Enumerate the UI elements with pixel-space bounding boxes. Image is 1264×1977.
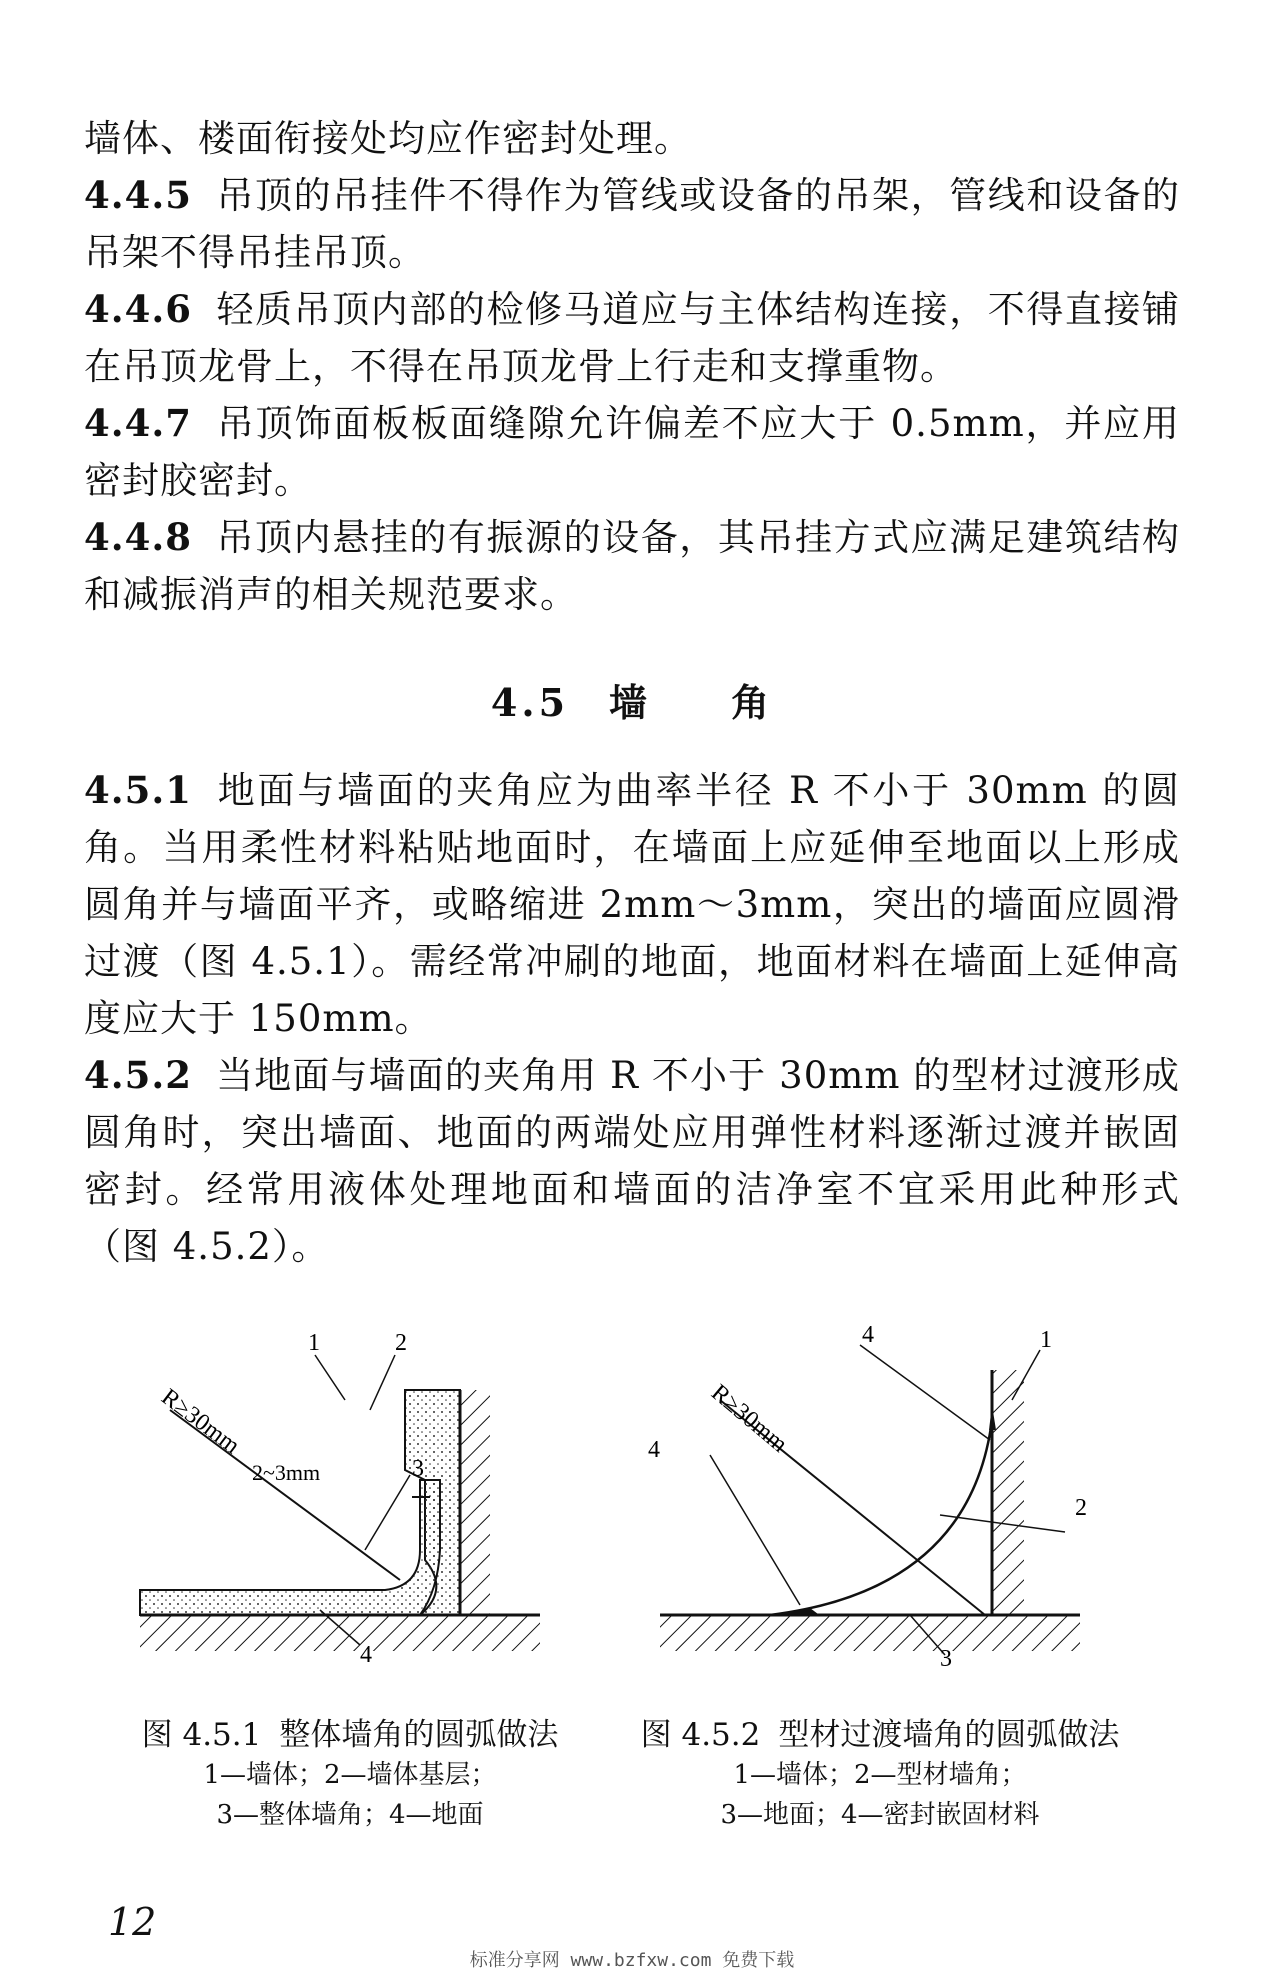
callout-4b: 4 xyxy=(862,1322,874,1348)
clause-4-4-5 xyxy=(84,167,1180,281)
callout-2: 2 xyxy=(1075,1495,1087,1521)
clause-number: 4.4.7 xyxy=(84,401,192,445)
caption-number: 图 4.5.1 xyxy=(141,1717,262,1753)
clause-text: 吊顶内悬挂的有振源的设备，其吊挂方式应满足建筑结构和减振消声的相关规范要求。 xyxy=(84,516,1180,616)
callout-4: 4 xyxy=(360,1642,372,1668)
caption-title xyxy=(100,1715,600,1755)
section-title-a: 墙 xyxy=(609,680,652,725)
clause-number: 4.5.1 xyxy=(84,768,192,812)
paragraph-continuation xyxy=(84,110,1180,167)
clause-4-4-8 xyxy=(84,509,1180,623)
callout-leader xyxy=(370,1355,395,1410)
callout-leader xyxy=(710,1455,800,1605)
legend-line: 3—地面；4—密封嵌固材料 xyxy=(720,1800,1040,1830)
clause-number: 4.4.8 xyxy=(84,515,192,559)
clause-4-5-2 xyxy=(84,1047,1180,1275)
figure-4-5-2 xyxy=(640,1290,1120,1690)
callout-4a: 4 xyxy=(648,1437,660,1463)
wall-hatch xyxy=(992,1370,1024,1615)
clause-number: 4.5.2 xyxy=(84,1053,192,1097)
caption-number: 图 4.5.2 xyxy=(640,1717,761,1753)
legend-line: 1—墙体；2—型材墙角； xyxy=(733,1760,1027,1790)
sealant-bottom xyxy=(770,1608,818,1615)
clause-text: 当地面与墙面的夹角用 R 不小于 30mm 的型材过渡形成圆角时，突出墙面、地面的两端处应用弹性材料逐渐过渡并嵌固密封。经常用液体处理地面和墙面的洁净室不宜采用此种形式（图 4.5.2）。 xyxy=(84,1054,1180,1268)
wall-hatch xyxy=(460,1390,490,1615)
section-title-b: 角 xyxy=(731,680,774,725)
caption-title xyxy=(600,1715,1160,1755)
radius-label: R≥30mm xyxy=(706,1379,793,1458)
clause-text: 地面与墙面的夹角应为曲率半径 R 不小于 30mm 的圆角。当用柔性材料粘贴地面时，在墙面上应延伸至地面以上形成圆角并与墙面平齐，或略缩进 2mm～3mm，突出的墙面应圆滑过渡（图 4.5.1）。需经常冲刷的地面，地面材料在墙面上延伸高度应大于 150mm。 xyxy=(84,769,1180,1040)
ground-hatch xyxy=(660,1615,1080,1651)
radius-label: R≥30mm xyxy=(156,1384,245,1460)
caption-4-5-1 xyxy=(100,1715,600,1835)
callout-leader xyxy=(860,1345,990,1440)
footer-watermark: 标准分享网 www.bzfxw.com 免费下载 xyxy=(469,1950,795,1971)
gap-label: 2~3mm xyxy=(252,1460,321,1485)
clause-number: 4.4.6 xyxy=(84,287,192,331)
clause-4-4-6 xyxy=(84,281,1180,395)
callout-3: 3 xyxy=(412,1456,424,1482)
caption-text: 型材过渡墙角的圆弧做法 xyxy=(778,1717,1120,1753)
page-number: 12 xyxy=(108,1900,157,1944)
paragraph-text: 墙体、楼面衔接处均应作密封处理。 xyxy=(84,117,692,160)
legend-line: 1—墙体；2—墙体基层； xyxy=(203,1760,497,1790)
clause-text: 吊顶饰面板板面缝隙允许偏差不应大于 0.5mm，并应用密封胶密封。 xyxy=(84,402,1180,502)
clause-text: 轻质吊顶内部的检修马道应与主体结构连接，不得直接铺在吊顶龙骨上，不得在吊顶龙骨上行走和支撑重物。 xyxy=(84,288,1180,388)
callout-leader xyxy=(365,1475,410,1550)
callout-2: 2 xyxy=(395,1330,407,1356)
legend-line: 3—整体墙角；4—地面 xyxy=(216,1800,484,1830)
callout-1: 1 xyxy=(308,1330,320,1356)
callout-3: 3 xyxy=(940,1646,952,1672)
clause-4-5-1 xyxy=(84,762,1180,1047)
ground-hatch xyxy=(140,1615,540,1651)
figure-4-5-1 xyxy=(120,1290,600,1690)
callout-1: 1 xyxy=(1040,1327,1052,1353)
caption-text: 整体墙角的圆弧做法 xyxy=(279,1717,559,1753)
callout-leader xyxy=(315,1355,345,1400)
clause-4-4-7 xyxy=(84,395,1180,509)
section-number: 4.5 xyxy=(490,680,570,725)
clause-number: 4.4.5 xyxy=(84,173,192,217)
section-title xyxy=(0,672,1264,727)
clause-text: 吊顶的吊挂件不得作为管线或设备的吊架，管线和设备的吊架不得吊挂吊顶。 xyxy=(84,174,1180,274)
caption-4-5-2 xyxy=(600,1715,1160,1835)
